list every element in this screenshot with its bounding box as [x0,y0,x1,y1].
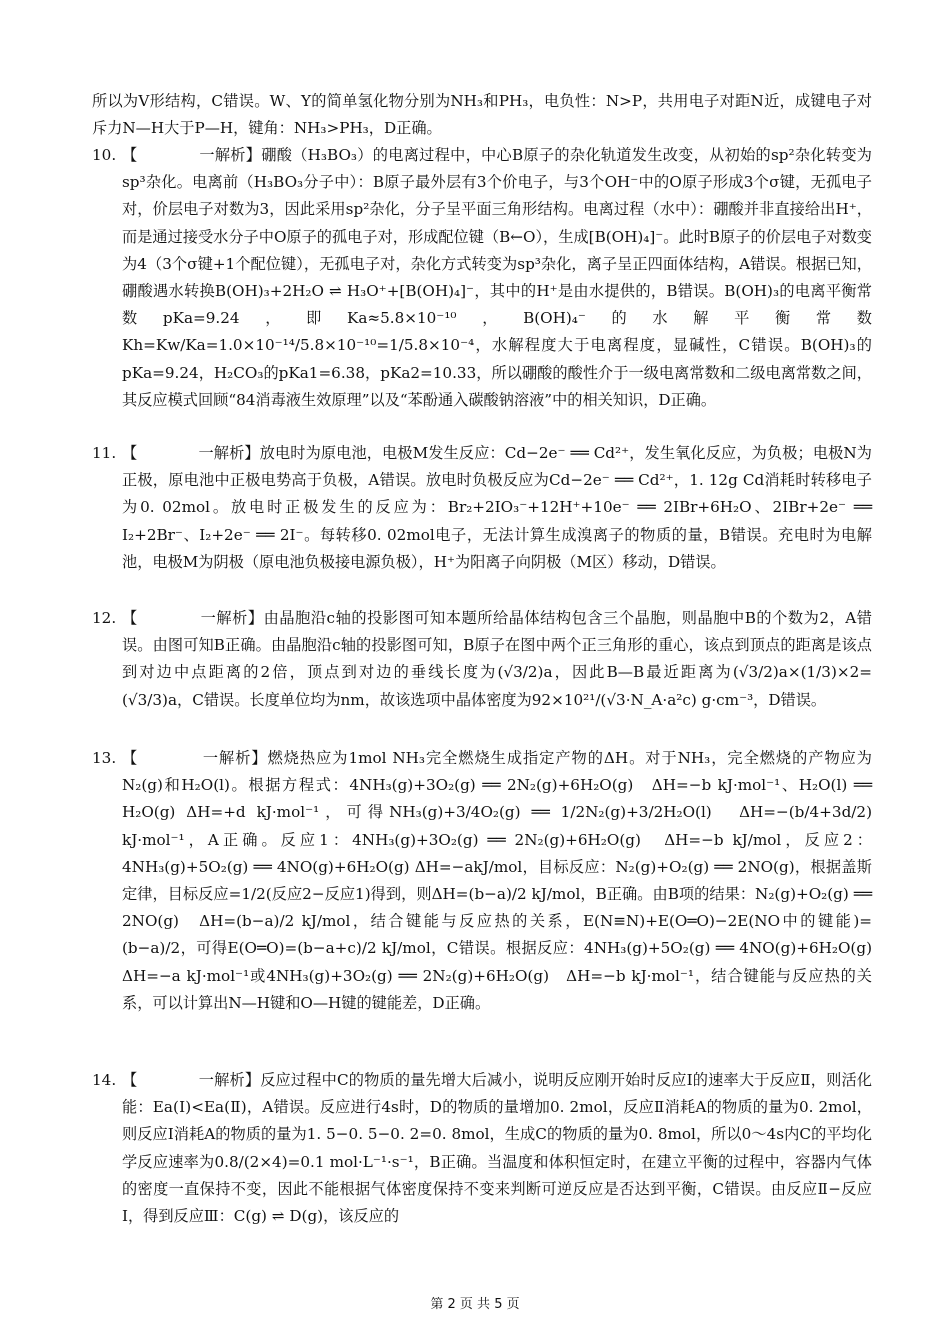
item-text: 【 一解析】放电时为原电池，电极M发生反应：Cd−2e⁻ ══ Cd²⁺，发生氧化反应，为负极；电极N为正极，原电池中正极电势高于负极，A错误。放电时负极反应为Cd−2e⁻ ══ Cd²⁺，1. 12g Cd消耗时转移电子为0. 02mol。放电时正极发生的反应为：Br₂+2IO₃⁻+12H⁺+10e⁻ ══ 2IBr+6H₂O、2IBr+2e⁻ ══ I₂+2Br⁻、I₂+2e⁻ ══ 2I⁻。每转移0. 02mol电子，无法计算生成溴离子的物质的量，B错误。充电时为电解池，电极M为阴极（原电池负极接电源负极），H⁺为阳离子向阴极（M区）移动，D错误。 [122,444,872,571]
item-number: 12. [92,609,117,627]
item-number: 13. [92,749,117,767]
answer-item-11 [92,440,872,576]
item-text: 【 一解析】燃烧热应为1mol NH₃完全燃烧生成指定产物的ΔH。对于NH₃，完全燃烧的产物应为N₂(g)和H₂O(l)。根据方程式：4NH₃(g)+3O₂(g) ══ 2N₂(g)+6H₂O(g) ΔH=−b kJ·mol⁻¹、H₂O(l) ══ H₂O(g) ΔH=+d kJ·mol⁻¹，可得NH₃(g)+3/4O₂(g) ══ 1/2N₂(g)+3/2H₂O(l) ΔH=−(b/4+3d/2) kJ·mol⁻¹，A正确。反应1：4NH₃(g)+3O₂(g) ══ 2N₂(g)+6H₂O(g) ΔH=−b kJ/mol，反应2：4NH₃(g)+5O₂(g) ══ 4NO(g)+6H₂O(g) ΔH=−akJ/mol，目标反应：N₂(g)+O₂(g) ══ 2NO(g)，根据盖斯定律，目标反应=1/2(反应2−反应1)得到，则ΔH=(b−a)/2 kJ/mol，B正确。由B项的结果：N₂(g)+O₂(g) ══ 2NO(g) ΔH=(b−a)/2 kJ/mol，结合键能与反应热的关系，E(N≡N)+E(O═O)−2E(NO中的键能)=(b−a)/2，可得E(O═O)=(b−a+c)/2 kJ/mol，C错误。根据反应：4NH₃(g)+5O₂(g) ══ 4NO(g)+6H₂O(g) ΔH=−a kJ·mol⁻¹或4NH₃(g)+3O₂(g) ══ 2N₂(g)+6H₂O(g) ΔH=−b kJ·mol⁻¹，结合键能与反应热的关系，可以计算出N—H键和O—H键的键能差，D正确。 [122,749,888,1012]
item-text: 【 一解析】由晶胞沿c轴的投影图可知本题所给晶体结构包含三个晶胞，则晶胞中B的个数为2，A错误。由图可知B正确。由晶胞沿c轴的投影图可知，B原子在图中两个正三角形的重心，该点到顶点的距离是该点到对边中点距离的2倍，顶点到对边的垂线长度为(√3/2)a，因此B—B最近距离为(√3/2)a×(1/3)×2=(√3/3)a，C错误。长度单位均为nm，故该选项中晶体密度为92×10²¹/(√3·N_A·a²c) g·cm⁻³，D错误。 [122,609,872,709]
answer-item-12 [92,605,872,714]
item-text: 【 一解析】反应过程中C的物质的量先增大后减小，说明反应刚开始时反应Ⅰ的速率大于反应Ⅱ，则活化能：Ea(Ⅰ)<Ea(Ⅱ)，A错误。反应进行4s时，D的物质的量增加0. 2mol，反应Ⅱ消耗A的物质的量为0. 2mol，则反应Ⅰ消耗A的物质的量为1. 5−0. 5−0. 2=0. 8mol，生成C的物质的量为0. 8mol，所以0～4s内C的平均化学反应速率为0.8/(2×4)=0.1 mol·L⁻¹·s⁻¹，B正确。当温度和体积恒定时，在建立平衡的过程中，容器内气体的密度一直保持不变，因此不能根据气体密度保持不变来判断可逆反应是否达到平衡，C错误。由反应Ⅱ−反应Ⅰ，得到反应Ⅲ：C(g) ⇌ D(g)，该反应的 [122,1071,872,1226]
answer-item-10 [92,142,872,414]
item-number: 10. [92,146,117,164]
answer-item-14 [92,1067,872,1230]
item-text: 【 一解析】硼酸（H₃BO₃）的电离过程中，中心B原子的杂化轨道发生改变，从初始的sp²杂化转变为sp³杂化。电离前（H₃BO₃分子中）：B原子最外层有3个价电子，与3个OH⁻中的O原子形成3个σ键，无孤电子对，价层电子对数为3，因此采用sp²杂化，分子呈平面三角形结构。电离过程（水中）：硼酸并非直接给出H⁺，而是通过接受水分子中O原子的孤电子对，形成配位键（B←O），生成[B(OH)₄]⁻。此时B原子的价层电子对数变为4（3个σ键+1个配位键），无孤电子对，杂化方式转变为sp³杂化，离子呈正四面体结构，A错误。根据已知，硼酸遇水转换B(OH)₃+2H₂O ⇌ H₃O⁺+[B(OH)₄]⁻，其中的H⁺是由水提供的，B错误。B(OH)₃的电离平衡常数pKa=9.24，即Ka≈5.8×10⁻¹⁰，B(OH)₄⁻的水解平衡常数Kh=Kw/Ka=1.0×10⁻¹⁴/5.8×10⁻¹⁰=1/5.8×10⁻⁴，水解程度大于电离程度，显碱性，C错误。B(OH)₃的pKa=9.24，H₂CO₃的pKa1=6.38，pKa2=10.33，所以硼酸的酸性介于一级电离常数和二级电离常数之间，其反应模式回顾“84消毒液生效原理”以及“苯酚通入碳酸钠溶液”中的相关知识，D正确。 [122,146,872,409]
intro-paragraph: 所以为V形结构，C错误。W、Y的简单氢化物分别为NH₃和PH₃，电负性：N>P，共用电子对距N近，成键电子对斥力N—H大于P—H，键角：NH₃>PH₃，D正确。 [92,92,872,138]
item-number: 11. [92,444,117,462]
item-number: 14. [92,1071,117,1089]
page-footer: 第 2 页 共 5 页 [430,1297,520,1312]
answer-item-13 [92,745,888,1017]
